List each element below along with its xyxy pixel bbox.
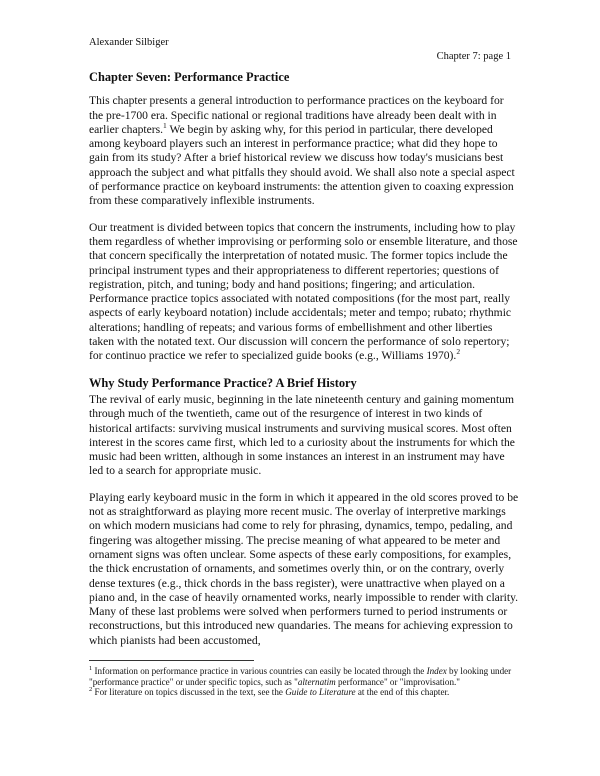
paragraph-text: This chapter presents a general introduction to performance practices on the keyboard for the pre-1700 era. Specific national or regional traditions have already been dealt with in earlier chapters. [89, 94, 504, 136]
paragraph [89, 94, 519, 208]
footnotes [89, 660, 519, 698]
paragraph [89, 221, 519, 364]
section-heading: Why Study Performance Practice? A Brief History [89, 375, 357, 390]
footnote-italic: Guide to Literature [285, 687, 356, 698]
footnote-italic: Index [426, 666, 447, 676]
paragraph-text: We begin by asking why, for this period in particular, there developed among keyboard players such an interest in performance practice; what did they hope to gain from its study? After a brief historical review we discuss how today's musicians best approach the subject and what pitfalls they should avoid. We shall also note a special aspect of performance practice on keyboard instruments: the attention given to coaxing expression from these comparatively inflexible instruments. [89, 122, 515, 208]
footnote-italic: alternatim [297, 676, 336, 687]
footnote: $^2$ For literature on topics discussed in the text, see the Guide to Literature at the end of this chapter. [89, 686, 450, 698]
footnote-divider [89, 660, 254, 661]
chapter-title: Chapter Seven: Performance Practice [89, 70, 290, 84]
running-header-author: Alexander Silbiger [89, 37, 169, 48]
footnote: $^1$ Information on performance practice in various countries can easily be located through the Index by looking under "performance practice" or under specific topics, such as "alternatim performance" or "improvisation." [89, 664, 512, 687]
footnote-ref[interactable]: 1 [163, 121, 167, 131]
footnote-number: 2 [89, 686, 93, 694]
paragraph: Playing early keyboard music in the form in which it appeared in the old scores proved to be not as straightforward as playing more recent music. The overlay of interpretive markings on which modern musicians had come to rely for phrasing, dynamics, tempo, pedaling, and fingering was altogether missing. The precise meaning of what appeared to be meter and ornament signs was often unclear. Some aspects of these early compositions, for examples, the thick encrustation of ornaments, and sometimes overly thin, or on the contrary, overly dense textures (e.g., thick chords in the bass register), were unattractive when played on a piano and, in the case of heavily ornamented works, nearly impossible to render with clarity. Many of these last problems were solved when performers turned to period instruments or reconstructions, but this introduced new quandaries. The means for achieving expression to which pianists had been accustomed, [89, 490, 519, 647]
paragraph-text: Our treatment is divided between topics that concern the instruments, including how to play them regardless of whether improvising or performing solo or ensemble literature, and those that concern specifically the interpretation of notated music. The former topics include the principal instrument types and their appropriateness to different repertories; questions of registration, pitch, and tuning; body and hand positions; fingering; and articulation. Performance practice topics associated with notated compositions (for the most part, really aspects of early keyboard notation) include accidentals; meter and tempo; rubato; rhythmic alterations; handling of repeats; and various forms of embellishment and other liberties taken with the notated text. Our discussion will concern the performance of solo repertory; for continuo practice we refer to specialized guide books (e.g., Williams 1970). [89, 220, 518, 363]
footnote-number: 1 [89, 664, 93, 672]
footnote-ref[interactable]: 2 [456, 347, 461, 357]
main-text [89, 70, 519, 660]
paragraph: The revival of early music, beginning in the late nineteenth century and gaining momentum through much of the twentieth, came out of the resurgence of interest in two kinds of historical artifacts: surviving musical instruments and surviving musical scores. Most often interest in the scores came first, which led to a curiosity about the instruments for which the music had been written, although in some instances an interest in an instrument may have led to a search for appropriate music. [89, 392, 515, 478]
running-header-page: Chapter 7: page 1 [436, 51, 511, 62]
